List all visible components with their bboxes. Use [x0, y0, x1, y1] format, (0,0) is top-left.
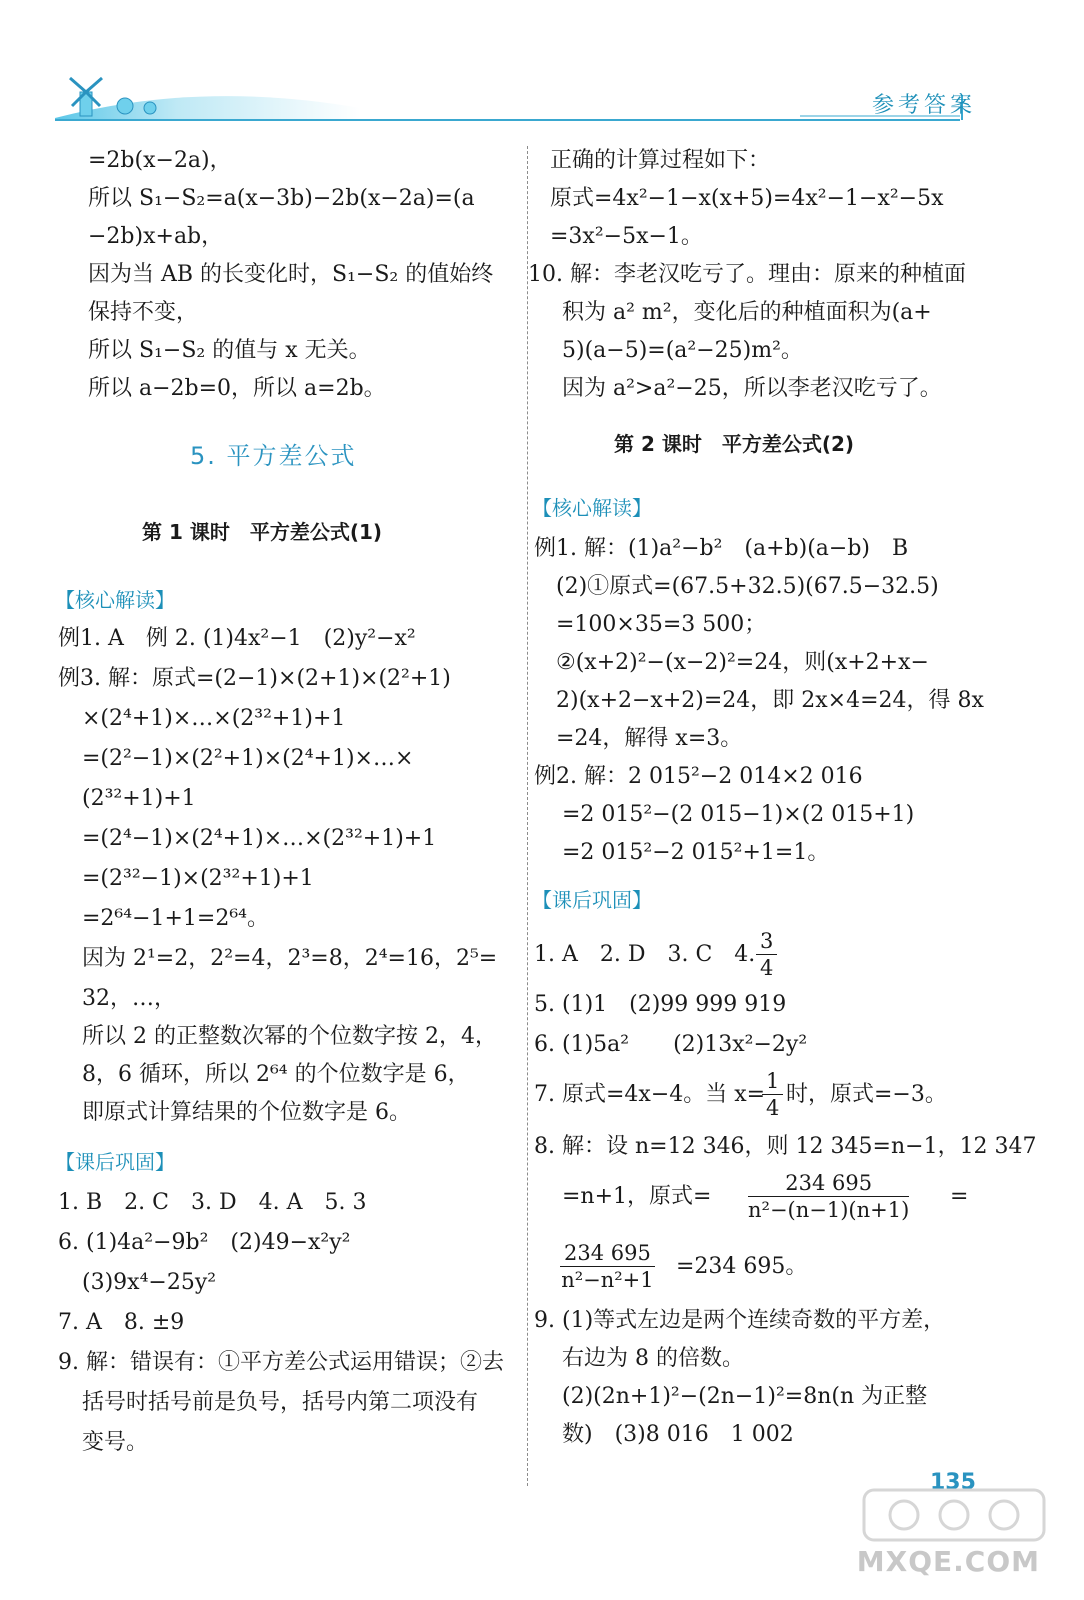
text-line: 2)(x+2−x+2)=24，即 2x×4=24，得 8x	[556, 688, 984, 713]
text-line: 9. (1)等式左边是两个连续奇数的平方差，	[534, 1308, 946, 1333]
text-line: =(2³²−1)×(2³²+1)+1	[82, 866, 314, 891]
text-line: =2 015²−2 015²+1=1。	[562, 840, 830, 865]
text-line: −2b)x+ab，	[88, 224, 224, 249]
text-line: 正确的计算过程如下：	[550, 148, 771, 173]
text-line: 右边为 8 的倍数。	[562, 1346, 744, 1371]
text-line: 因为 a²>a²−25，所以李老汉吃亏了。	[562, 376, 942, 401]
fraction-denominator: 4	[760, 956, 774, 980]
text-line: 7. 原式=4x−4。当 x=	[534, 1082, 766, 1107]
fraction-numerator: 1	[762, 1068, 783, 1095]
tag-core-reading: 【核心解读】	[532, 496, 652, 520]
text-line: 1. A 2. D 3. C 4.	[534, 942, 756, 967]
text-line: 1. B 2. C 3. D 4. A 5. 3	[58, 1190, 367, 1215]
text-line: =(2²−1)×(2²+1)×(2⁴+1)×…×	[82, 746, 414, 771]
page-number: 135	[930, 1470, 976, 1495]
text-line: 因为当 AB 的长变化时，S₁−S₂ 的值始终	[88, 262, 494, 287]
text-line: 保持不变，	[88, 300, 199, 325]
fraction-numerator: 234 695	[560, 1240, 655, 1267]
fraction-numerator: 3	[756, 928, 777, 955]
text-line: 所以 S₁−S₂ 的值与 x 无关。	[88, 338, 371, 363]
text-line: =24，解得 x=3。	[556, 726, 743, 751]
tag-core-reading: 【核心解读】	[55, 588, 175, 612]
text-line: 6. (1)4a²−9b² (2)49−x²y²	[58, 1230, 351, 1255]
text-line: 所以 2 的正整数次幂的个位数字按 2，4，	[82, 1024, 497, 1049]
text-line: 时，原式=−3。	[786, 1082, 947, 1107]
text-line: =2⁶⁴−1+1=2⁶⁴。	[82, 906, 270, 931]
fraction-denominator: n²−n²+1	[561, 1268, 654, 1292]
text-line: (2)①原式=(67.5+32.5)(67.5−32.5)	[556, 574, 939, 599]
text-line: 6. (1)5a² (2)13x²−2y²	[534, 1032, 808, 1057]
text-line: 5. (1)1 (2)99 999 919	[534, 992, 787, 1017]
section-title: 5. 平方差公式	[190, 442, 357, 470]
fraction	[762, 1068, 783, 1121]
text-line: (3)9x⁴−25y²	[82, 1270, 217, 1295]
text-line: 变号。	[82, 1430, 149, 1455]
fraction	[756, 928, 777, 981]
fraction-denominator: n²−(n−1)(n+1)	[748, 1198, 910, 1222]
text-line: 8，6 循环，所以 2⁶⁴ 的个位数字是 6，	[82, 1062, 470, 1087]
fraction	[560, 1240, 655, 1293]
text-line: =n+1，原式=	[562, 1184, 712, 1209]
text-line: 数) (3)8 016 1 002	[562, 1422, 794, 1447]
text-line: 所以 S₁−S₂=a(x−3b)−2b(x−2a)=(a	[88, 186, 475, 211]
text-line: 8. 解：设 n=12 346，则 12 345=n−1，12 347	[534, 1134, 1037, 1159]
text-line: =(2⁴−1)×(2⁴+1)×…×(2³²+1)+1	[82, 826, 437, 851]
text-line: 积为 a² m²，变化后的种植面积为(a+	[562, 300, 932, 325]
header-title: 参考答案	[871, 93, 976, 118]
text-line: (2)(2n+1)²−(2n−1)²=8n(n 为正整	[562, 1384, 928, 1409]
page-header	[0, 0, 1084, 130]
text-line: =	[950, 1184, 969, 1209]
watermark-text: MXQE.COM	[856, 1545, 1040, 1578]
text-line: =2 015²−(2 015−1)×(2 015+1)	[562, 802, 915, 827]
text-line: (2³²+1)+1	[82, 786, 196, 811]
text-line: 原式=4x²−1−x(x+5)=4x²−1−x²−5x	[550, 186, 944, 211]
text-line: 例3. 解：原式=(2−1)×(2+1)×(2²+1)	[58, 666, 451, 691]
text-line: =2b(x−2a)，	[88, 148, 232, 173]
text-line: 7. A 8. ±9	[58, 1310, 185, 1335]
text-line: ×(2⁴+1)×…×(2³²+1)+1	[82, 706, 346, 731]
fraction-numerator: 234 695	[748, 1170, 909, 1197]
text-line: ②(x+2)²−(x−2)²=24，则(x+2+x−	[556, 650, 929, 675]
text-line: 10. 解：李老汉吃亏了。理由：原来的种植面	[528, 262, 966, 287]
text-line: 所以 a−2b=0，所以 a=2b。	[88, 376, 386, 401]
column-divider	[527, 146, 528, 1486]
text-line: 括号时括号前是负号，括号内第二项没有	[82, 1390, 479, 1415]
watermark-logo	[844, 1480, 1064, 1590]
lesson-title: 第 1 课时 平方差公式(1)	[142, 520, 383, 544]
text-line: 例2. 解：2 015²−2 014×2 016	[534, 764, 863, 789]
text-line: 因为 2¹=2，2²=4，2³=8，2⁴=16，2⁵=	[82, 946, 498, 971]
tag-after-class: 【课后巩固】	[55, 1150, 175, 1174]
lesson-title: 第 2 课时 平方差公式(2)	[614, 432, 855, 456]
fraction	[748, 1170, 909, 1223]
text-line: 例1. A 例 2. (1)4x²−1 (2)y²−x²	[58, 626, 416, 651]
text-line: 32，…，	[82, 986, 176, 1011]
text-line: 例1. 解：(1)a²−b² (a+b)(a−b) B	[534, 536, 909, 561]
text-line: 即原式计算结果的个位数字是 6。	[82, 1100, 411, 1125]
fraction-denominator: 4	[766, 1096, 780, 1120]
text-line: =100×35=3 500；	[556, 612, 767, 637]
text-line: =3x²−5x−1。	[550, 224, 703, 249]
text-line: 9. 解：错误有：①平方差公式运用错误；②去	[58, 1350, 504, 1375]
tag-after-class: 【课后巩固】	[532, 888, 652, 912]
text-line: =234 695。	[676, 1254, 808, 1279]
text-line: 5)(a−5)=(a²−25)m²。	[562, 338, 803, 363]
